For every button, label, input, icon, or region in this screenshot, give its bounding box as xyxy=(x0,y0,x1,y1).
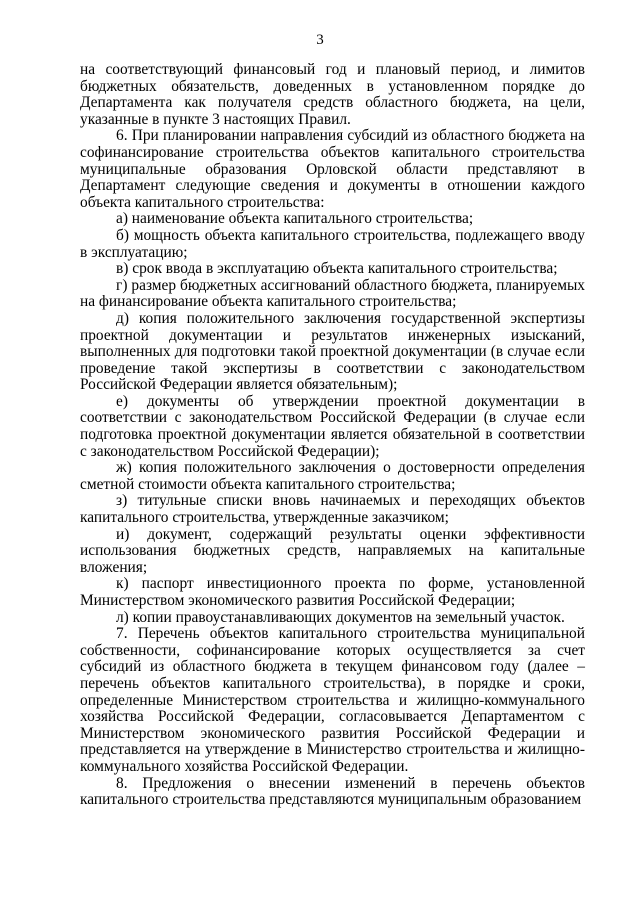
paragraph-subitem-l: л) копии правоустанавливающих документов на земельный участок. xyxy=(116,608,565,626)
paragraph-continuation: на соответствующий финансовый год и плановый период, и лимитов бюджетных обязательств, доведенных в установленном порядке до Департамента как получателя средств областного бюджета, на цели, указанные в пункте 3 настоящих Правил. xyxy=(80,61,585,128)
paragraph-subitem-b: б) мощность объекта капитального строительства, подлежащего вводу в эксплуатацию; xyxy=(80,226,585,261)
paragraph-item-6: 6. При планировании направления субсидий из областного бюджета на софинансирование строительства объектов капитального строительства муниципальные образования Орловской области представляют в Департамент следующие сведения и документы в отношении каждого объекта капитального строительства: xyxy=(80,127,585,211)
paragraph-item-7: 7. Перечень объектов капитального строительства муниципальной собственности, софинансирование которых осуществляется за счет субсидий из областного бюджета в текущем финансовом году (далее – перечень объектов капитального строительства), в порядке и сроки, определенные Министерством строительства и жилищно-коммунального хозяйства Российской Федерации, согласовывается Департаментом с Министерством экономического развития Российской Федерации и представляется на утверждение в Министерство строительства и жилищно-коммунального хозяйства Российской Федерации. xyxy=(80,625,585,775)
paragraph-subitem-i: и) документ, содержащий результаты оценки эффективности использования бюджетных средств, направляемых на капитальные вложения; xyxy=(80,525,585,576)
paragraph-subitem-zh: ж) копия положительного заключения о достоверности определения сметной стоимости объекта капитального строительства; xyxy=(80,459,585,493)
page-number: 3 xyxy=(316,32,324,48)
paragraph-subitem-g: г) размер бюджетных ассигнований областного бюджета, планируемых на финансирование объекта капитального строительства; xyxy=(80,276,585,311)
document-body xyxy=(80,62,585,809)
paragraph-subitem-k: к) паспорт инвестиционного проекта по форме, установленной Министерством экономического развития Российской Федерации; xyxy=(80,575,585,609)
paragraph-item-8: 8. Предложения о внесении изменений в перечень объектов капитального строительства представляются муниципальным образованием xyxy=(80,774,585,809)
paragraph-subitem-z: з) титульные списки вновь начинаемых и переходящих объектов капитального строительства, утвержденные заказчиком; xyxy=(80,492,585,527)
paragraph-subitem-e: е) документы об утверждении проектной документации в соответствии с законодательством Российской Федерации (в случае если подготовка проектной документации является обязательной в соответствии с законодательством Российской Федерации); xyxy=(80,392,585,460)
paragraph-subitem-v: в) срок ввода в эксплуатацию объекта капитального строительства; xyxy=(116,260,558,278)
paragraph-subitem-d: д) копия положительного заключения государственной экспертизы проектной документации и результатов инженерных изысканий, выполненных для подготовки такой проектной документации (в случае если проведение такой экспертизы в соответствии с законодательством Российской Федерации является обязательным); xyxy=(80,309,585,394)
paragraph-subitem-a: а) наименование объекта капитального строительства; xyxy=(116,210,474,228)
